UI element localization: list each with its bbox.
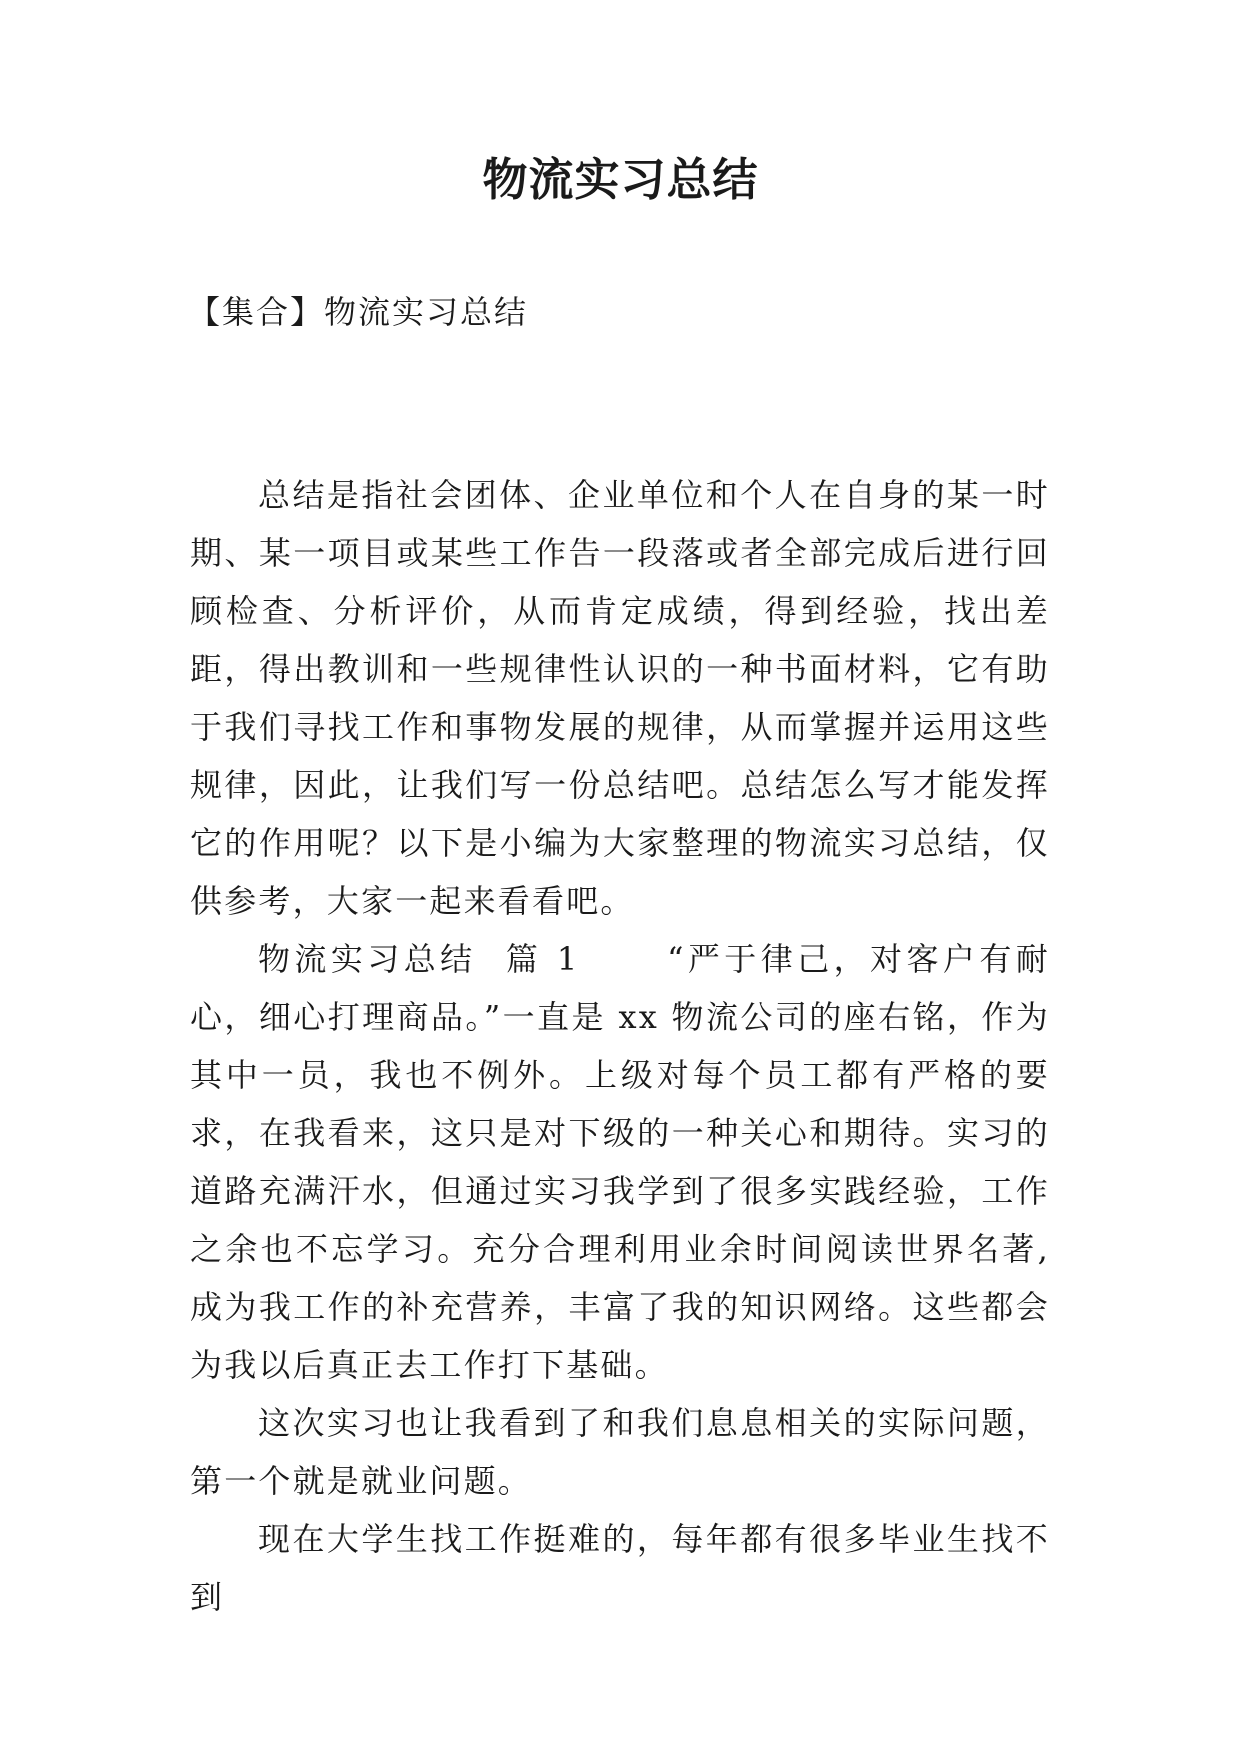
document-subtitle: 【集合】物流实习总结	[188, 293, 529, 331]
document-body	[190, 466, 1050, 1626]
paragraph-job-search: 现在大学生找工作挺难的，每年都有很多毕业生找不到	[190, 1520, 1050, 1616]
paragraph-employment: 这次实习也让我看到了和我们息息相关的实际问题，第一个就是就业问题。	[190, 1404, 1050, 1500]
document-title: 物流实习总结	[482, 153, 759, 206]
paragraph-section-1: 物流实习总结 篇 1 “严于律己，对客户有耐心，细心打理商品。”一直是 xx 物流公司的座右铭，作为其中一员，我也不例外。上级对每个员工都有严格的要求，在我看来，这只是对下级的一种关心和期待。实习的道路充满汗水，但通过实习我学到了很多实践经验，工作之余也不忘学习。充分合理利用业余时间阅读世界名著,成为我工作的补充营养，丰富了我的知识网络。这些都会为我以后真正去工作打下基础。	[190, 940, 1050, 1384]
paragraph-intro: 总结是指社会团体、企业单位和个人在自身的某一时期、某一项目或某些工作告一段落或者全部完成后进行回顾检查、分析评价，从而肯定成绩，得到经验，找出差距，得出教训和一些规律性认识的一种书面材料，它有助于我们寻找工作和事物发展的规律，从而掌握并运用这些规律，因此，让我们写一份总结吧。总结怎么写才能发挥它的作用呢？以下是小编为大家整理的物流实习总结，仅供参考，大家一起来看看吧。	[190, 476, 1050, 920]
